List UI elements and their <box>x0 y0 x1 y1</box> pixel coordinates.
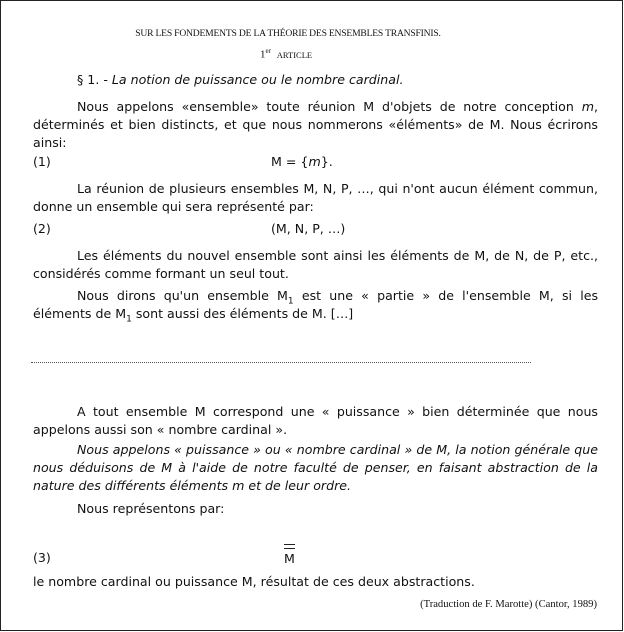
article-number-suffix: er <box>265 47 271 55</box>
paragraph-new-ensemble: Les éléments du nouvel ensemble sont ainsi les éléments de M, de N, de P, etc., considérés comme formant un seul tout. <box>33 248 598 281</box>
paragraph-conclusion: le nombre cardinal ou puissance M, résultat de ces deux abstractions. <box>33 574 475 589</box>
section-heading: § 1. - La notion de puissance ou le nombre cardinal. <box>77 72 404 87</box>
document-title: SUR LES FONDEMENTS DE LA THÉORIE DES ENSEMBLES TRANSFINIS. <box>135 28 441 39</box>
paragraph-ensemble-definition: Nous appelons «ensemble» toute réunion M d'objets de notre conception m, déterminés et bien distincts, et que nous nommerons «éléments» de M. Nous écrirons ainsi: <box>33 99 598 150</box>
equation-3-number: (3) <box>33 550 51 565</box>
equation-1-number: (1) <box>33 154 51 169</box>
equation-2: (M, N, P, …) <box>271 221 346 236</box>
paragraph-representation: Nous représentons par: <box>77 501 225 516</box>
paragraph-union: La réunion de plusieurs ensembles M, N, P, …, qui n'ont aucun élément commun, donne un ensemble qui sera représenté par: <box>33 181 598 214</box>
paragraph-partie: Nous dirons qu'un ensemble $M_1$ est une « partie » de l'ensemble M, si les éléments de $M_1$ sont aussi des éléments de M. […] <box>33 288 599 325</box>
double-overline <box>284 544 295 549</box>
paragraph-puissance: A tout ensemble M correspond une « puissance » bien déterminée que nous appelons aussi son « nombre cardinal ». <box>33 404 598 437</box>
paragraph-cardinal-definition: Nous appelons « puissance » ou « nombre cardinal » de M, la notion générale que nous déduisons de M à l'aide de notre faculté de penser, en faisant abstraction de la nature des différents éléments m et de leur ordre. <box>33 442 598 493</box>
article-number: 1 <box>260 48 266 61</box>
section-title: La notion de puissance ou le nombre cardinal. <box>111 72 404 87</box>
dotted-separator <box>31 362 531 363</box>
cardinal-symbol: M <box>284 550 295 568</box>
article-heading <box>260 47 312 61</box>
equation-3 <box>284 550 295 568</box>
article-word: ARTICLE <box>276 49 313 60</box>
equation-2-number: (2) <box>33 221 51 236</box>
equation-1: M = {m}. <box>271 154 333 169</box>
citation: (Traduction de F. Marotte) (Cantor, 1989) <box>420 599 597 610</box>
